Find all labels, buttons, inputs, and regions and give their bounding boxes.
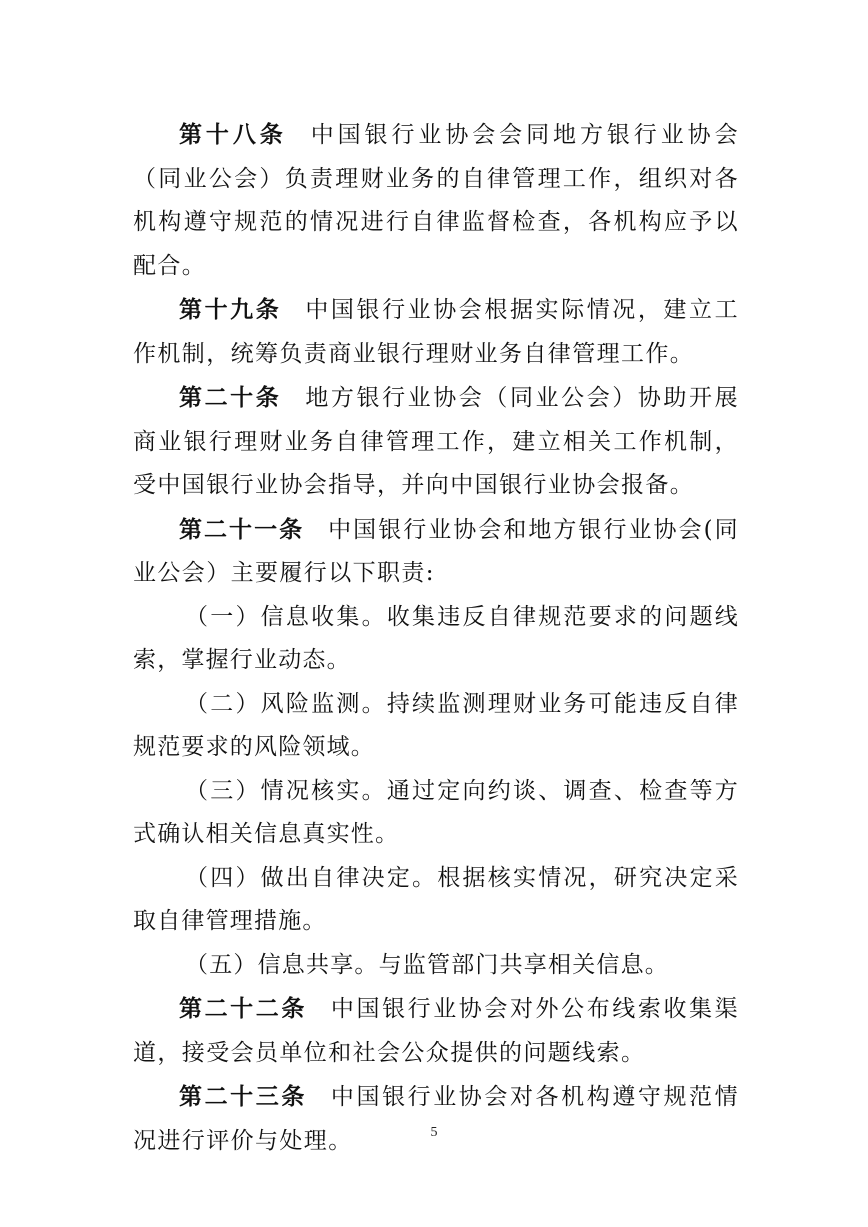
article-22 bbox=[133, 987, 739, 1075]
article-number: 第二十三条 bbox=[179, 1083, 307, 1110]
duty-item-2: （二）风险监测。持续监测理财业务可能违反自律规范要求的风险领域。 bbox=[133, 690, 739, 760]
duty-item-5: （五）信息共享。与监管部门共享相关信息。 bbox=[185, 951, 669, 978]
page-number: 5 bbox=[430, 1125, 438, 1140]
article-number: 第十九条 bbox=[179, 296, 282, 323]
article-number: 第二十条 bbox=[179, 384, 282, 411]
article-text: 中国银行业协会对各机构遵守规范情况进行评价与处理。 bbox=[133, 1084, 740, 1154]
article-18 bbox=[133, 113, 739, 288]
article-text: 中国银行业协会根据实际情况，建立工作机制，统筹负责商业银行理财业务自律管理工作。 bbox=[133, 297, 739, 367]
article-number: 第二十二条 bbox=[179, 995, 307, 1022]
article-text: 中国银行业协会会同地方银行业协会（同业公会）负责理财业务的自律管理工作，组织对各机构遵守规范的情况进行自律监督检查，各机构应予以配合。 bbox=[133, 122, 739, 279]
article-number: 第二十一条 bbox=[179, 515, 305, 543]
article-23 bbox=[133, 1075, 739, 1163]
duty-item-3: （三）情况核实。通过定向约谈、调查、检查等方式确认相关信息真实性。 bbox=[133, 777, 739, 847]
article-19 bbox=[133, 288, 739, 376]
article-number: 第十八条 bbox=[179, 121, 287, 148]
duty-item-4: （四）做出自律决定。根据核实情况，研究决定采取自律管理措施。 bbox=[133, 864, 739, 934]
article-20 bbox=[133, 376, 739, 508]
article-text: 中国银行业协会和地方银行业协会(同业公会）主要履行以下职责: bbox=[133, 516, 740, 586]
article-21 bbox=[133, 508, 739, 596]
duty-item-1: （一）信息收集。收集违反自律规范要求的问题线索，掌握行业动态。 bbox=[133, 603, 739, 673]
article-text: 地方银行业协会（同业公会）协助开展商业银行理财业务自律管理工作，建立相关工作机制，受中国银行业协会指导，并向中国银行业协会报备。 bbox=[133, 385, 739, 498]
document-body bbox=[133, 113, 739, 1163]
article-text: 中国银行业协会对外公布线索收集渠道，接受会员单位和社会公众提供的问题线索。 bbox=[133, 996, 740, 1066]
